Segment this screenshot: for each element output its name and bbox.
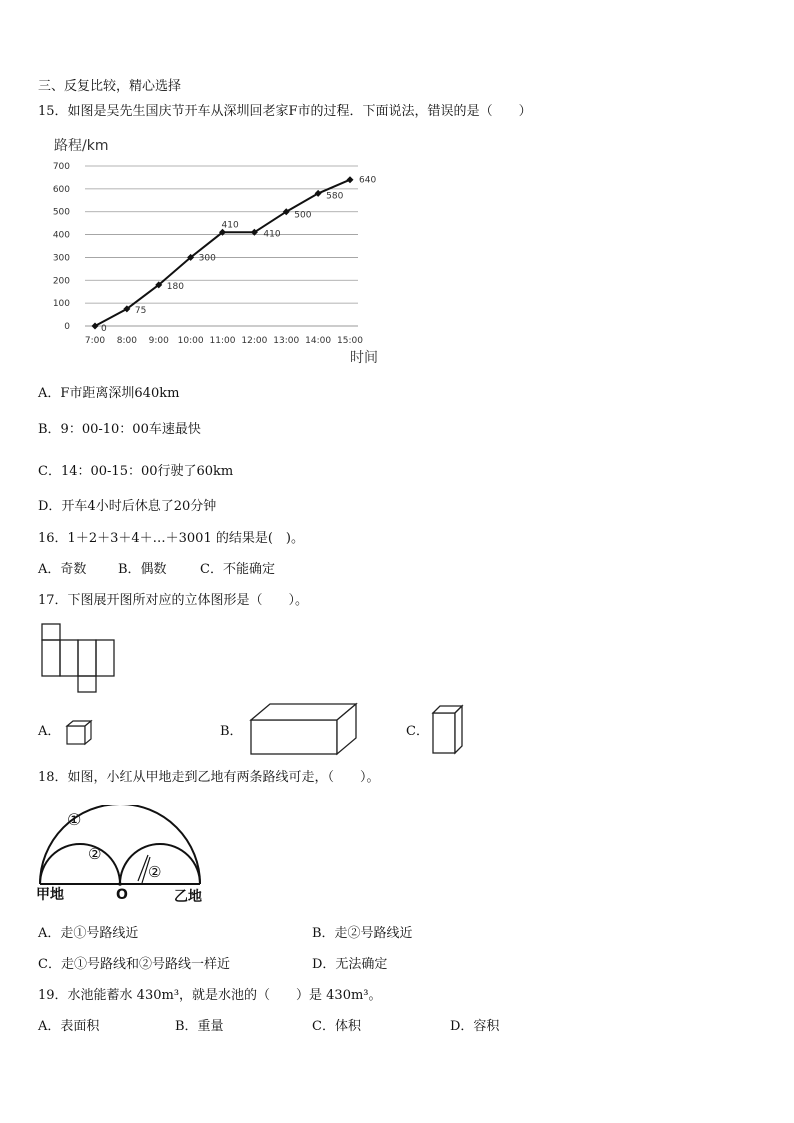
route2-label-left: ②: [88, 845, 102, 863]
x-tick-label: 9:00: [148, 336, 169, 346]
section-title: 三、反复比较，精心选择: [38, 79, 182, 94]
y-tick-label: 400: [52, 230, 70, 241]
tall-box-option-c[interactable]: [430, 703, 466, 755]
q19-option-b[interactable]: B．重量: [175, 1019, 224, 1034]
route1-label: ①: [67, 810, 82, 829]
chart-xlabel: 时间: [350, 350, 378, 366]
small-cube-option-a[interactable]: [64, 718, 94, 748]
y-tick-label: 700: [52, 162, 70, 172]
data-label: 180: [166, 281, 184, 292]
center-label: O: [116, 887, 128, 903]
x-tick-label: 7:00: [84, 336, 106, 346]
long-box-option-b[interactable]: [248, 700, 360, 758]
y-tick-label: 100: [52, 299, 70, 310]
q15-option-d[interactable]: D．开车4小时后休息了20分钟: [38, 499, 217, 514]
q19-option-a[interactable]: A．表面积: [38, 1019, 100, 1034]
x-tick-label: 8:00: [116, 336, 137, 346]
q16-option-a[interactable]: A．奇数: [38, 562, 87, 577]
q16-option-b[interactable]: B．偶数: [118, 562, 167, 577]
q18-stem: 18．如图，小红从甲地走到乙地有两条路线可走，（ ）。: [38, 770, 380, 785]
x-tick-label: 13:00: [273, 336, 300, 346]
data-label: 410: [263, 229, 281, 240]
semicircle-routes-figure: [30, 805, 220, 910]
q17-option-b[interactable]: B．: [220, 724, 243, 739]
x-tick-label: 11:00: [209, 336, 236, 346]
data-label: 580: [326, 191, 344, 202]
q15-option-c[interactable]: C．14：00-15：00行驶了60km: [38, 464, 234, 479]
q18-option-d[interactable]: D．无法确定: [312, 957, 388, 972]
chart-ylabel: 路程/km: [54, 138, 109, 154]
q17-stem: 17．下图展开图所对应的立体图形是（ ）。: [38, 593, 309, 608]
x-tick-label: 10:00: [177, 336, 204, 346]
q19-stem: 19．水池能蓄水 430m³，就是水池的（ ）是 430m³。: [38, 988, 382, 1003]
q19-option-c[interactable]: C．体积: [312, 1019, 361, 1034]
q18-option-a[interactable]: A．走①号路线近: [38, 926, 139, 941]
data-label: 640: [359, 175, 377, 186]
data-label: 500: [294, 210, 312, 221]
q18-option-b[interactable]: B．走②号路线近: [312, 926, 413, 941]
y-tick-label: 200: [52, 276, 70, 287]
x-tick-label: 14:00: [305, 336, 332, 346]
y-tick-label: 500: [52, 207, 70, 218]
x-tick-label: 12:00: [241, 336, 268, 346]
y-tick-label: 600: [52, 184, 70, 195]
distance-line: [95, 180, 350, 326]
y-tick-label: 300: [52, 253, 70, 264]
distance-time-chart: [40, 130, 400, 375]
data-point: [347, 176, 354, 183]
chart-grid: [85, 166, 358, 326]
chart-x-ticks: [85, 336, 363, 346]
q16-option-c[interactable]: C．不能确定: [200, 562, 275, 577]
data-label: 75: [134, 305, 147, 316]
q16-stem: 16．1＋2＋3＋4＋…＋3001 的结果是( )。: [38, 531, 304, 546]
route2-label-right: ②: [148, 863, 162, 881]
chart-y-ticks: [53, 162, 70, 332]
y-tick-label: 0: [64, 322, 70, 332]
q18-option-c[interactable]: C．走①号路线和②号路线一样近: [38, 957, 230, 972]
chart-series: [92, 176, 354, 329]
start-label: 甲地: [36, 887, 64, 903]
q17-option-c[interactable]: C．: [406, 724, 429, 739]
cube-net-figure: [38, 622, 120, 694]
q19-option-d[interactable]: D．容积: [450, 1019, 500, 1034]
x-tick-label: 15:00: [337, 336, 363, 346]
q17-option-a[interactable]: A．: [38, 724, 61, 739]
q15-option-b[interactable]: B．9：00-10：00车速最快: [38, 422, 201, 437]
q15-stem: 15．如图是吴先生国庆节开车从深圳回老家F市的过程．下面说法，错误的是（ ）: [38, 104, 532, 119]
data-label: 300: [198, 253, 216, 264]
chart-data-labels: [101, 176, 376, 334]
q15-option-a[interactable]: A．F市距离深圳640km: [38, 386, 180, 401]
end-label: 乙地: [174, 889, 202, 905]
data-label: 410: [221, 220, 239, 231]
data-label: 0: [101, 324, 107, 334]
